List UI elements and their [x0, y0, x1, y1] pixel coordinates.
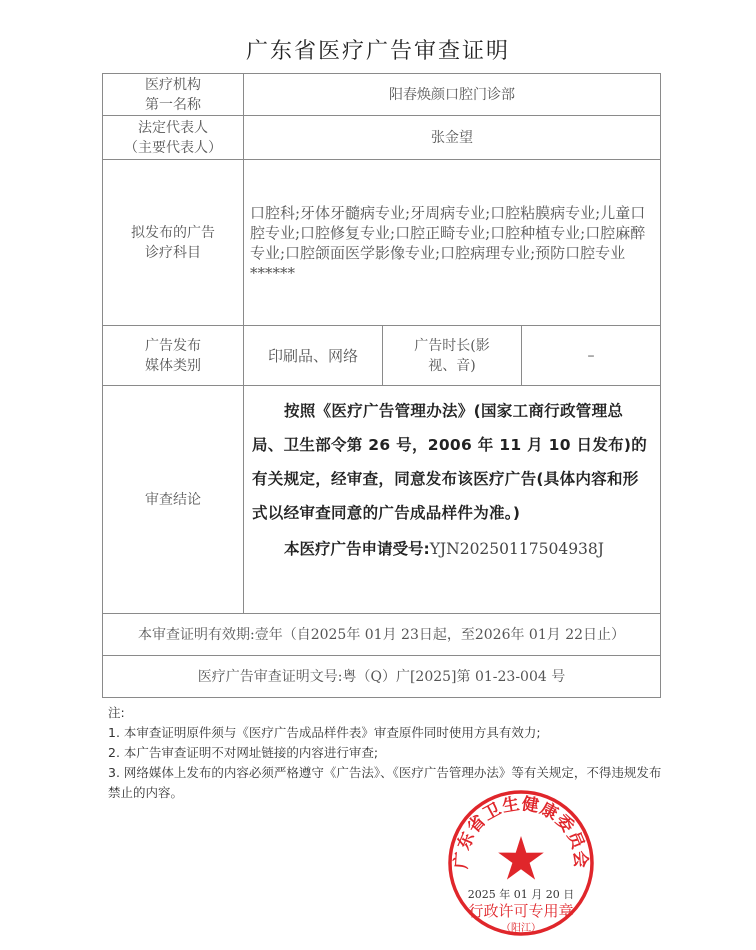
document-title: 广东省医疗广告审查证明 [245, 39, 510, 64]
conclusion-body [244, 386, 661, 614]
notes-heading: 注: [108, 705, 125, 720]
row-subjects [103, 160, 661, 326]
duration-value: – [522, 326, 661, 386]
institution-value: 阳春焕颜口腔门诊部 [244, 74, 661, 116]
row-conclusion [103, 386, 661, 614]
representative-label: 法定代表人 （主要代表人） [103, 116, 244, 160]
institution-label: 医疗机构 第一名称 [103, 74, 244, 116]
row-document-number [103, 656, 661, 698]
row-media [103, 326, 661, 386]
document-number: 医疗广告审查证明文号:粤（Q）广[2025]第 01-23-004 号 [103, 656, 661, 698]
certificate-table [102, 73, 661, 698]
subjects-label: 拟发布的广告 诊疗科目 [103, 160, 244, 326]
duration-label: 广告时长(影 视、音) [383, 326, 522, 386]
seal-arc-text: 广东省卫生健康委员会 [451, 794, 591, 870]
note-item-2: 2. 本广告审查证明不对网址链接的内容进行审查; [108, 745, 379, 760]
conclusion-text: 按照《医疗广告管理办法》(国家工商行政管理总局、卫生部令第 26 号，2006 年 11 月 10 日发布)的有关规定，经审查，同意发布该医疗广告(具体内容和形式以经审查同意的广告成品样件为准。) [252, 402, 648, 522]
representative-value: 张金望 [244, 116, 661, 160]
seal-region: （阳江） [501, 923, 541, 934]
conclusion-label: 审查结论 [103, 386, 244, 614]
validity-period: 本审查证明有效期:壹年（自2025年 01月 23日起，至2026年 01月 22日止） [103, 614, 661, 656]
media-value: 印刷品、网络 [244, 326, 383, 386]
application-number-line [252, 534, 650, 564]
seal-bottom-text: 行政许可专用章 [468, 902, 574, 920]
official-seal [446, 788, 596, 938]
row-institution [103, 74, 661, 116]
note-item-1: 1. 本审查证明原件须与《医疗广告成品样件表》审查原件同时使用方具有效力; [108, 725, 541, 740]
application-number: YJN20250117504938J [429, 540, 604, 558]
note-item-3: 3. 网络媒体上发布的内容必须严格遵守《广告法》、《医疗广告管理办法》等有关规定，不得违规发布禁止的内容。 [108, 765, 662, 800]
row-validity [103, 614, 661, 656]
seal-date: 2025 年 01 月 20 日 [467, 888, 575, 901]
subjects-value: 口腔科;牙体牙髓病专业;牙周病专业;口腔粘膜病专业;儿童口腔专业;口腔修复专业;口腔正畸专业;口腔种植专业;口腔麻醉专业;口腔颌面医学影像专业;口腔病理专业;预防口腔专业****** [244, 160, 661, 326]
application-number-label: 本医疗广告申请受号: [284, 540, 430, 558]
seal-star-icon [498, 836, 544, 880]
media-label: 广告发布 媒体类别 [103, 326, 244, 386]
row-representative [103, 116, 661, 160]
